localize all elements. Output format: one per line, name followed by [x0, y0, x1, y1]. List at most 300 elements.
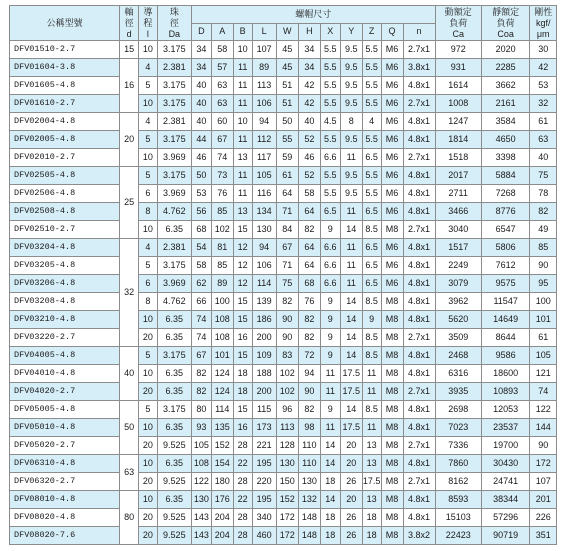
- value-cell: 18: [362, 527, 381, 545]
- value-cell: 16: [233, 329, 252, 347]
- value-cell: 6: [139, 275, 158, 293]
- value-cell: 2249: [435, 257, 481, 275]
- value-cell: 5.5: [320, 59, 340, 77]
- value-cell: 3.175: [157, 401, 191, 419]
- value-cell: 22423: [435, 527, 481, 545]
- value-cell: 75: [530, 167, 557, 185]
- value-cell: 2.381: [157, 59, 191, 77]
- value-cell: 18: [233, 383, 252, 401]
- value-cell: 5.5: [362, 185, 381, 203]
- dim-H-header: H: [298, 23, 320, 41]
- value-cell: 9.525: [157, 527, 191, 545]
- value-cell: 1518: [435, 149, 481, 167]
- value-cell: 4650: [481, 131, 530, 149]
- value-cell: 102: [276, 365, 298, 383]
- value-cell: 4: [362, 113, 381, 131]
- value-cell: 8: [139, 203, 158, 221]
- value-cell: 63: [211, 77, 233, 95]
- shaft-diameter-cell: 63: [120, 455, 139, 491]
- value-cell: 128: [276, 437, 298, 455]
- value-cell: 10: [139, 149, 158, 167]
- value-cell: 113: [252, 77, 276, 95]
- table-row: [10, 59, 557, 77]
- value-cell: M6: [381, 41, 403, 59]
- value-cell: 105: [191, 437, 211, 455]
- value-cell: 8.5: [362, 347, 381, 365]
- value-cell: 200: [252, 329, 276, 347]
- value-cell: 11: [320, 419, 340, 437]
- value-cell: 76: [211, 185, 233, 203]
- value-cell: 44: [191, 131, 211, 149]
- value-cell: 130: [298, 473, 320, 491]
- value-cell: 110: [298, 437, 320, 455]
- value-cell: 10: [139, 95, 158, 113]
- shaft-diameter-cell: 20: [120, 113, 139, 167]
- value-cell: M6: [381, 257, 403, 275]
- shaft-diameter-cell: 40: [120, 347, 139, 401]
- model-cell: DFV08020-7.6: [10, 527, 120, 545]
- lead-header: [139, 6, 158, 41]
- value-cell: 68: [298, 275, 320, 293]
- value-cell: 3.8x1: [403, 59, 435, 77]
- table-row: [10, 149, 557, 167]
- value-cell: 85: [211, 257, 233, 275]
- value-cell: 13: [233, 149, 252, 167]
- value-cell: M6: [381, 275, 403, 293]
- value-cell: 6.6: [320, 149, 340, 167]
- value-cell: 11: [340, 203, 362, 221]
- value-cell: 34: [191, 59, 211, 77]
- value-cell: 40: [191, 95, 211, 113]
- table-row: [10, 293, 557, 311]
- value-cell: 5: [139, 77, 158, 95]
- value-cell: 74: [530, 383, 557, 401]
- stiffness-header-line2: kgf/: [535, 18, 551, 28]
- value-cell: 6.35: [157, 419, 191, 437]
- table-row: [10, 455, 557, 473]
- value-cell: 221: [252, 437, 276, 455]
- value-cell: 15: [233, 401, 252, 419]
- value-cell: 24741: [481, 473, 530, 491]
- value-cell: 20: [139, 509, 158, 527]
- value-cell: 9.525: [157, 437, 191, 455]
- shaft-header-line1: 軸: [124, 7, 134, 17]
- value-cell: 75: [276, 275, 298, 293]
- value-cell: 6.5: [362, 149, 381, 167]
- value-cell: 7860: [435, 455, 481, 473]
- value-cell: 2.7x1: [403, 41, 435, 59]
- value-cell: 6.6: [320, 257, 340, 275]
- table-row: [10, 275, 557, 293]
- value-cell: 2.7x1: [403, 149, 435, 167]
- value-cell: 52: [298, 131, 320, 149]
- value-cell: 4.8x1: [403, 257, 435, 275]
- value-cell: 8: [340, 113, 362, 131]
- value-cell: 154: [211, 455, 233, 473]
- model-cell: DFV04010-4.8: [10, 365, 120, 383]
- table-row: [10, 365, 557, 383]
- value-cell: 9: [320, 221, 340, 239]
- value-cell: 13: [233, 203, 252, 221]
- value-cell: 20: [139, 329, 158, 347]
- value-cell: 22: [233, 491, 252, 509]
- value-cell: 8593: [435, 491, 481, 509]
- value-cell: 18: [320, 527, 340, 545]
- value-cell: 98: [298, 419, 320, 437]
- static-load-header: [481, 6, 530, 41]
- value-cell: 14: [340, 347, 362, 365]
- value-cell: 200: [252, 383, 276, 401]
- value-cell: 81: [211, 239, 233, 257]
- value-cell: 14: [320, 491, 340, 509]
- value-cell: 3962: [435, 293, 481, 311]
- dim-B-header: B: [233, 23, 252, 41]
- model-cell: DFV01510-2.7: [10, 41, 120, 59]
- value-cell: 94: [298, 365, 320, 383]
- model-cell: DFV08010-4.8: [10, 491, 120, 509]
- table-row: [10, 257, 557, 275]
- value-cell: 5: [139, 401, 158, 419]
- table-row: [10, 437, 557, 455]
- table-row: [10, 167, 557, 185]
- model-cell: DFV02005-4.8: [10, 131, 120, 149]
- dim-X-header: X: [320, 23, 340, 41]
- table-row: [10, 329, 557, 347]
- value-cell: 2.7x1: [403, 437, 435, 455]
- value-cell: 1814: [435, 131, 481, 149]
- value-cell: 2.381: [157, 113, 191, 131]
- value-cell: 9: [362, 311, 381, 329]
- value-cell: M6: [381, 95, 403, 113]
- value-cell: 90: [298, 383, 320, 401]
- value-cell: 34: [191, 41, 211, 59]
- value-cell: 101: [530, 311, 557, 329]
- value-cell: 61: [530, 113, 557, 131]
- value-cell: 11: [362, 419, 381, 437]
- value-cell: 10893: [481, 383, 530, 401]
- value-cell: 15: [233, 293, 252, 311]
- value-cell: 67: [191, 347, 211, 365]
- value-cell: 57: [211, 59, 233, 77]
- table-row: [10, 77, 557, 95]
- value-cell: 6.35: [157, 365, 191, 383]
- value-cell: 62: [191, 275, 211, 293]
- value-cell: 176: [211, 491, 233, 509]
- value-cell: 9.5: [340, 185, 362, 203]
- value-cell: 46: [298, 149, 320, 167]
- value-cell: 100: [530, 293, 557, 311]
- value-cell: 4.762: [157, 203, 191, 221]
- value-cell: 4.8x1: [403, 167, 435, 185]
- value-cell: 172: [276, 527, 298, 545]
- value-cell: 124: [211, 383, 233, 401]
- value-cell: 124: [211, 365, 233, 383]
- model-cell: DFV01605-4.8: [10, 77, 120, 95]
- value-cell: 18: [233, 365, 252, 383]
- value-cell: 204: [211, 527, 233, 545]
- value-cell: 5: [139, 131, 158, 149]
- value-cell: 61: [276, 167, 298, 185]
- value-cell: 17.5: [340, 365, 362, 383]
- value-cell: 90: [530, 437, 557, 455]
- value-cell: 2.381: [157, 239, 191, 257]
- ball-diameter-header: [157, 6, 191, 41]
- value-cell: M6: [381, 77, 403, 95]
- value-cell: M8: [381, 365, 403, 383]
- value-cell: 20: [139, 437, 158, 455]
- value-cell: 2.7x1: [403, 473, 435, 491]
- value-cell: 2698: [435, 401, 481, 419]
- value-cell: M6: [381, 59, 403, 77]
- value-cell: 22: [233, 455, 252, 473]
- stiffness-header-line1: 剛性: [534, 7, 553, 17]
- shaft-header-line2: 徑: [124, 18, 134, 28]
- shaft-diameter-cell: 80: [120, 491, 139, 545]
- value-cell: 64: [298, 257, 320, 275]
- value-cell: 82: [298, 401, 320, 419]
- value-cell: 63: [211, 95, 233, 113]
- value-cell: 45: [276, 41, 298, 59]
- value-cell: 90: [530, 257, 557, 275]
- dim-Z-header: Z: [362, 23, 381, 41]
- value-cell: 14: [320, 437, 340, 455]
- value-cell: 112: [252, 131, 276, 149]
- value-cell: 16: [233, 419, 252, 437]
- value-cell: 71: [276, 203, 298, 221]
- table-row: [10, 383, 557, 401]
- value-cell: 74: [211, 149, 233, 167]
- value-cell: 49: [530, 221, 557, 239]
- value-cell: 30430: [481, 455, 530, 473]
- value-cell: 46: [191, 149, 211, 167]
- value-cell: M6: [381, 167, 403, 185]
- model-cell: DFV02010-2.7: [10, 149, 120, 167]
- value-cell: 40: [298, 113, 320, 131]
- shaft-diameter-cell: 15: [120, 41, 139, 59]
- model-cell: DFV05010-4.8: [10, 419, 120, 437]
- value-cell: 2161: [481, 95, 530, 113]
- value-cell: 34: [298, 59, 320, 77]
- model-cell: DFV03206-4.8: [10, 275, 120, 293]
- value-cell: 105: [530, 347, 557, 365]
- value-cell: 82: [298, 329, 320, 347]
- value-cell: 143: [191, 527, 211, 545]
- value-cell: 143: [191, 509, 211, 527]
- value-cell: 8.5: [362, 401, 381, 419]
- value-cell: M8: [381, 509, 403, 527]
- value-cell: M8: [381, 419, 403, 437]
- model-cell: DFV01604-3.8: [10, 59, 120, 77]
- value-cell: 42: [298, 95, 320, 113]
- value-cell: 150: [276, 473, 298, 491]
- value-cell: 9: [320, 293, 340, 311]
- value-cell: 14: [340, 401, 362, 419]
- value-cell: 20: [139, 527, 158, 545]
- value-cell: 14: [320, 455, 340, 473]
- value-cell: 95: [530, 275, 557, 293]
- ball-screw-spec-table: [9, 5, 557, 545]
- value-cell: 114: [211, 401, 233, 419]
- value-cell: 2468: [435, 347, 481, 365]
- stiffness-header-line3: μm: [536, 29, 550, 39]
- shaft-diameter-cell: 32: [120, 239, 139, 347]
- value-cell: 110: [298, 455, 320, 473]
- value-cell: M8: [381, 491, 403, 509]
- model-cell: DFV05005-4.8: [10, 401, 120, 419]
- value-cell: M8: [381, 383, 403, 401]
- value-cell: 460: [252, 527, 276, 545]
- value-cell: 172: [530, 455, 557, 473]
- value-cell: M8: [381, 455, 403, 473]
- value-cell: 5.5: [362, 131, 381, 149]
- lead-header-line2: 程: [143, 18, 153, 28]
- value-cell: 7336: [435, 437, 481, 455]
- value-cell: 82: [298, 221, 320, 239]
- value-cell: 100: [211, 293, 233, 311]
- value-cell: 139: [252, 293, 276, 311]
- dynamic-load-header: [435, 6, 481, 41]
- value-cell: 351: [530, 527, 557, 545]
- value-cell: 13: [362, 437, 381, 455]
- value-cell: 121: [530, 365, 557, 383]
- value-cell: 93: [191, 419, 211, 437]
- dim-L-header: L: [252, 23, 276, 41]
- value-cell: 10: [233, 41, 252, 59]
- value-cell: 7612: [481, 257, 530, 275]
- value-cell: 64: [298, 239, 320, 257]
- value-cell: 9.5: [340, 95, 362, 113]
- stiffness-header: [530, 6, 557, 41]
- value-cell: 9: [320, 401, 340, 419]
- value-cell: 3.175: [157, 167, 191, 185]
- value-cell: 15: [233, 221, 252, 239]
- value-cell: M6: [381, 203, 403, 221]
- table-row: [10, 185, 557, 203]
- value-cell: M8: [381, 311, 403, 329]
- table-row: [10, 113, 557, 131]
- model-cell: DFV03205-4.8: [10, 257, 120, 275]
- value-cell: 4.8x1: [403, 113, 435, 131]
- spec-table-body: [10, 41, 557, 545]
- value-cell: 204: [211, 509, 233, 527]
- value-cell: 17.5: [340, 383, 362, 401]
- dim-n-header: n: [403, 23, 435, 41]
- value-cell: 11: [233, 167, 252, 185]
- value-cell: 148: [298, 527, 320, 545]
- value-cell: 6: [139, 185, 158, 203]
- value-cell: 3.969: [157, 185, 191, 203]
- table-row: [10, 401, 557, 419]
- value-cell: M6: [381, 185, 403, 203]
- value-cell: 40: [530, 149, 557, 167]
- value-cell: 8.5: [362, 329, 381, 347]
- value-cell: 5.5: [320, 41, 340, 59]
- value-cell: 14: [340, 221, 362, 239]
- spec-table-container: [9, 5, 557, 545]
- value-cell: 4.8x1: [403, 455, 435, 473]
- model-cell: DFV04005-4.8: [10, 347, 120, 365]
- value-cell: 132: [298, 491, 320, 509]
- value-cell: 66: [191, 293, 211, 311]
- value-cell: 20: [340, 455, 362, 473]
- value-cell: 94: [252, 113, 276, 131]
- value-cell: 55: [276, 131, 298, 149]
- model-cell: DFV06320-2.7: [10, 473, 120, 491]
- value-cell: 101: [211, 347, 233, 365]
- value-cell: M8: [381, 329, 403, 347]
- value-cell: 9: [320, 329, 340, 347]
- shaft-diameter-cell: 25: [120, 167, 139, 239]
- value-cell: 3.175: [157, 131, 191, 149]
- dim-D-header: D: [191, 23, 211, 41]
- value-cell: 148: [298, 509, 320, 527]
- value-cell: 130: [252, 221, 276, 239]
- value-cell: 11547: [481, 293, 530, 311]
- value-cell: 226: [530, 509, 557, 527]
- ball-header-line3: Da: [168, 29, 181, 39]
- value-cell: 2020: [481, 41, 530, 59]
- value-cell: 11: [233, 59, 252, 77]
- value-cell: 61: [530, 329, 557, 347]
- value-cell: 115: [252, 401, 276, 419]
- ball-header-line2: 徑: [169, 18, 179, 28]
- value-cell: 6.6: [320, 239, 340, 257]
- value-cell: 3.175: [157, 347, 191, 365]
- value-cell: 5.5: [320, 131, 340, 149]
- value-cell: 28: [233, 437, 252, 455]
- value-cell: 94: [252, 239, 276, 257]
- value-cell: 5.5: [362, 41, 381, 59]
- value-cell: 6316: [435, 365, 481, 383]
- value-cell: 7268: [481, 185, 530, 203]
- value-cell: 108: [211, 311, 233, 329]
- value-cell: 11: [340, 257, 362, 275]
- value-cell: 83: [276, 347, 298, 365]
- value-cell: 2.7x1: [403, 221, 435, 239]
- value-cell: 6.35: [157, 221, 191, 239]
- value-cell: 19700: [481, 437, 530, 455]
- value-cell: 45: [276, 59, 298, 77]
- value-cell: 10: [139, 419, 158, 437]
- value-cell: 89: [252, 59, 276, 77]
- value-cell: 102: [211, 221, 233, 239]
- value-cell: 74: [191, 329, 211, 347]
- value-cell: 108: [191, 455, 211, 473]
- value-cell: 90: [276, 329, 298, 347]
- value-cell: 82: [530, 203, 557, 221]
- value-cell: 9.5: [340, 59, 362, 77]
- value-cell: 11: [233, 95, 252, 113]
- table-row: [10, 527, 557, 545]
- dyn-header-line2: 負荷: [449, 18, 468, 28]
- model-cell: DFV02508-4.8: [10, 203, 120, 221]
- value-cell: 57296: [481, 509, 530, 527]
- value-cell: 20: [139, 473, 158, 491]
- value-cell: 108: [211, 329, 233, 347]
- value-cell: 4.8x1: [403, 491, 435, 509]
- value-cell: 82: [191, 365, 211, 383]
- value-cell: 9.5: [340, 167, 362, 185]
- value-cell: 85: [530, 239, 557, 257]
- table-row: [10, 95, 557, 113]
- value-cell: 4: [139, 113, 158, 131]
- value-cell: 11: [320, 365, 340, 383]
- value-cell: 134: [252, 203, 276, 221]
- model-cell: DFV03220-2.7: [10, 329, 120, 347]
- value-cell: M6: [381, 131, 403, 149]
- value-cell: 195: [252, 455, 276, 473]
- table-row: [10, 239, 557, 257]
